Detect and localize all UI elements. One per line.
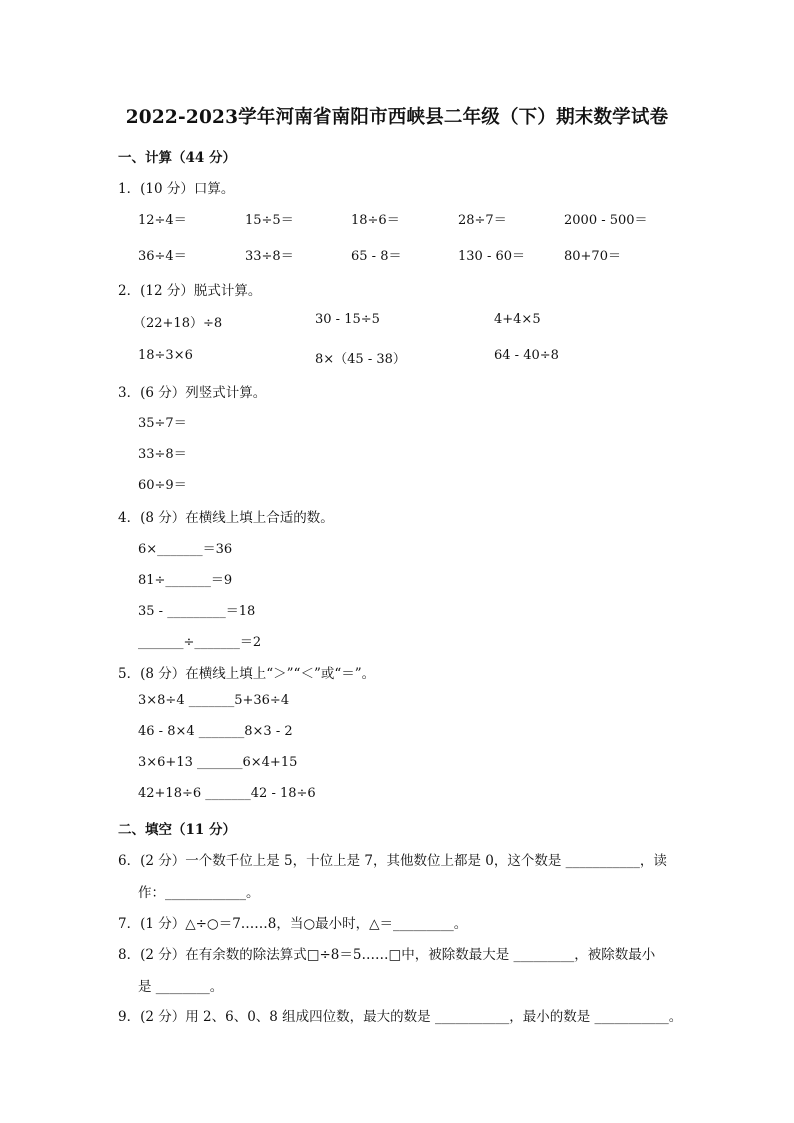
vertical-calc-item: 35÷7＝ — [138, 416, 187, 431]
fill-blank-item: 6×_______＝36 — [138, 542, 233, 557]
oral-calc-item: 130 - 60＝ — [458, 249, 526, 264]
oral-calc-item: 28÷7＝ — [458, 213, 507, 228]
compare-item: 42+18÷6 _______42 - 18÷6 — [138, 786, 316, 801]
section-heading-fill-in: 二、填空（11 分） — [118, 822, 236, 838]
question-7: 7．(1 分）△÷○＝7……8，当○最小时，△＝_________。 — [118, 916, 468, 932]
step-calc-item: （22+18）÷8 — [133, 316, 223, 331]
oral-calc-item: 65 - 8＝ — [351, 249, 402, 264]
oral-calc-item: 80+70＝ — [564, 249, 621, 264]
page-title: 2022-2023学年河南省南阳市西峡县二年级（下）期末数学试卷 — [125, 107, 669, 128]
vertical-calc-item: 33÷8＝ — [138, 447, 187, 462]
oral-calc-item: 33÷8＝ — [245, 249, 294, 264]
question-8-line-2: 是 ________。 — [138, 979, 224, 995]
section-heading-calculation: 一、计算（44 分） — [118, 150, 236, 166]
question-3-stem: 3．(6 分）列竖式计算。 — [118, 385, 267, 401]
compare-item: 3×6+13 _______6×4+15 — [138, 755, 298, 770]
question-9: 9．(2 分）用 2、6、0、8 组成四位数，最大的数是 ___________，最小的数是 ___________。 — [118, 1009, 683, 1025]
question-4-stem: 4．(8 分）在横线上填上合适的数。 — [118, 510, 334, 526]
step-calc-item: 30 - 15÷5 — [315, 312, 380, 327]
compare-item: 46 - 8×4 _______8×3 - 2 — [138, 724, 293, 739]
step-calc-item: 64 - 40÷8 — [494, 348, 559, 363]
question-5-stem: 5．(8 分）在横线上填上“＞”“＜”或“＝”。 — [118, 666, 376, 682]
vertical-calc-item: 60÷9＝ — [138, 478, 187, 493]
question-6-line-2: 作：____________。 — [138, 885, 260, 901]
fill-blank-item: 35 - _________＝18 — [138, 604, 256, 619]
question-8-line-1: 8．(2 分）在有余数的除法算式□÷8＝5……□中，被除数最大是 _________，被除数最小 — [118, 947, 656, 963]
fill-blank-item: 81÷_______＝9 — [138, 573, 233, 588]
oral-calc-item: 18÷6＝ — [351, 213, 400, 228]
question-6-line-1: 6．(2 分）一个数千位上是 5，十位上是 7，其他数位上都是 0，这个数是 ___________，读 — [118, 853, 667, 869]
question-1-stem: 1．(10 分）口算。 — [118, 181, 235, 197]
oral-calc-item: 15÷5＝ — [245, 213, 294, 228]
compare-item: 3×8÷4 _______5+36÷4 — [138, 693, 290, 708]
question-2-stem: 2．(12 分）脱式计算。 — [118, 283, 262, 299]
oral-calc-item: 36÷4＝ — [138, 249, 187, 264]
oral-calc-item: 12÷4＝ — [138, 213, 187, 228]
oral-calc-item: 2000 - 500＝ — [564, 213, 648, 228]
step-calc-item: 4+4×5 — [494, 312, 541, 327]
fill-blank-item: _______÷_______＝2 — [138, 635, 262, 650]
step-calc-item: 8×（45 - 38） — [315, 352, 406, 367]
step-calc-item: 18÷3×6 — [138, 348, 193, 363]
